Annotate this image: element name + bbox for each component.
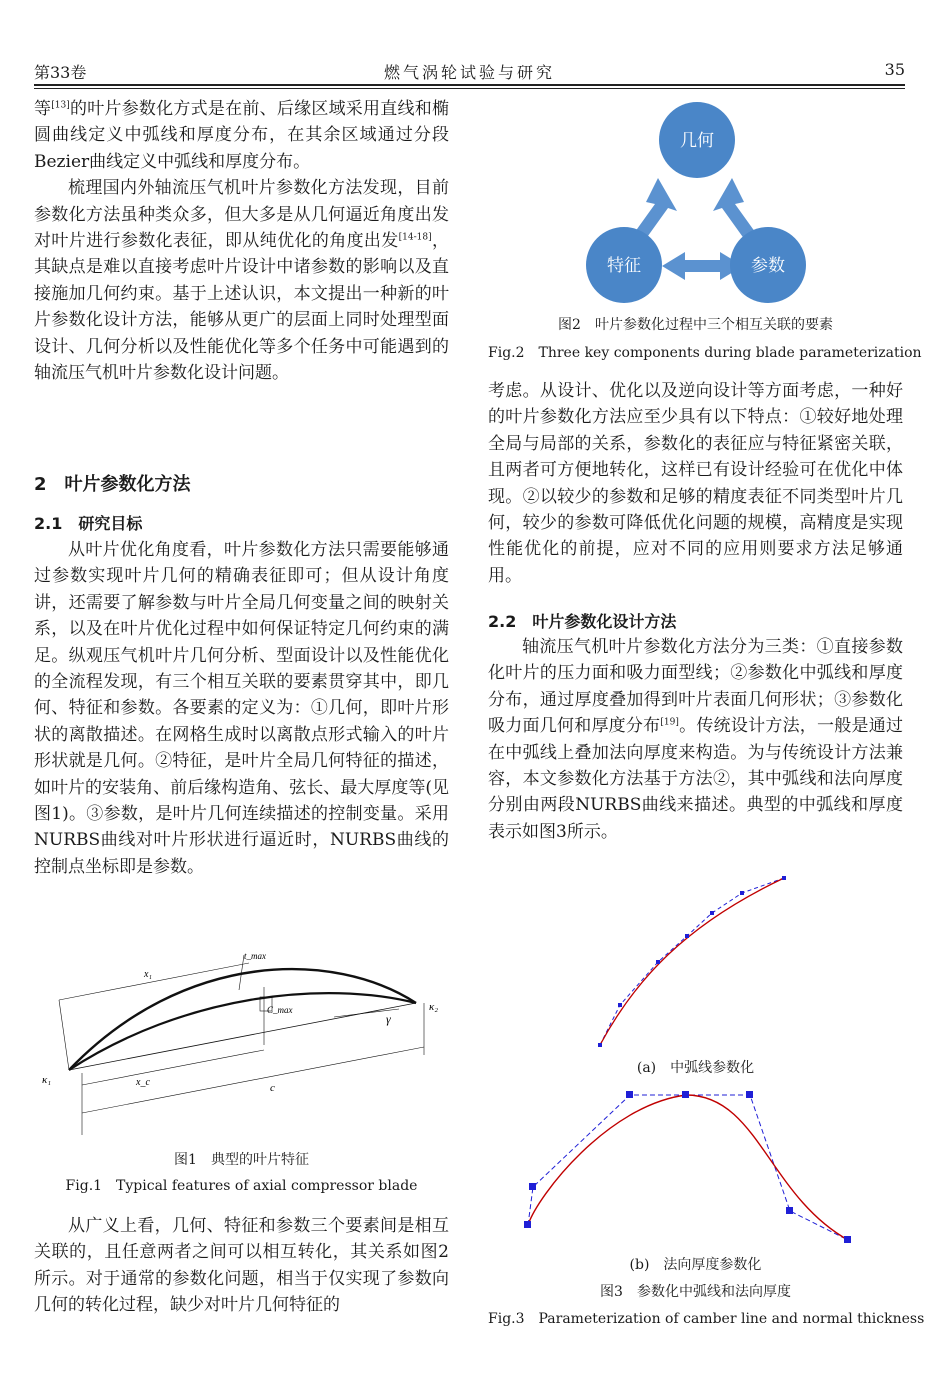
right-column-top xyxy=(488,378,903,589)
figure-1-caption-cn: 图1 典型的叶片特征 xyxy=(174,1152,309,1168)
running-header xyxy=(34,60,905,80)
subsection-heading-2-2: 2.2 叶片参数化设计方法 xyxy=(488,612,677,631)
paragraph-relations: 从广义上看，几何、特征和参数三个要素间是相互关联的，且任意两者之间可以相互转化，其关系如图2所示。对于通常的参数化问题，相当于仅实现了参数向几何的转化过程，缺少对叶片几何特征的 xyxy=(34,1216,449,1316)
thickness-curve xyxy=(528,1095,848,1240)
figure-2-element-relations xyxy=(560,100,830,310)
label-x1: x₁ xyxy=(144,969,152,980)
node-geometry-label: 几何 xyxy=(680,131,714,151)
figure-3-caption-en: Fig.3 Parameterization of camber line and normal thickness xyxy=(488,1311,925,1327)
label-chord: c xyxy=(270,1082,275,1094)
paragraph-objective: 从叶片优化角度看，叶片参数化方法只需要能够通过参数实现叶片几何的精确表征即可；但从设计角度讲，还需要了解参数与叶片全局几何变量之间的映射关系，以及在叶片优化过程中如何保证特定几何约束的满足。纵观压气机叶片几何分析、型面设计以及性能优化的全流程发现，有三个相互关联的要素贯穿其中，即几何、特征和参数。各要素的定义为：①几何，即叶片形状的离散描述。在网格生成时以离散点形式输入的叶片形状就是几何。②特征，是叶片全局几何特征的描述，如叶片的安装角、前后缘构造角、弦长、最大厚度等(见图1)。③参数，是叶片几何连续描述的控制变量。采用NURBS曲线对叶片形状进行逼近时，NURBS曲线的控制点坐标即是参数。 xyxy=(34,540,449,877)
volume-label: 第33卷 xyxy=(34,63,87,82)
journal-title: 燃气涡轮试验与研究 xyxy=(383,63,555,82)
figure-3a-camber-line xyxy=(590,870,800,1050)
figure-3b-thickness xyxy=(518,1085,858,1250)
paragraph-continued: 等[13]的叶片参数化方式是在前、后缘区域采用直线和椭圆曲线定义中弧线和厚度分布，在其余区域通过分段Bezier曲线定义中弧线和厚度分布。 xyxy=(34,99,450,172)
label-kappa1: κ₁ xyxy=(42,1074,52,1086)
paragraph-methods: 轴流压气机叶片参数化方法分为三类：①直接参数化叶片的压力面和吸力面型线；②参数化中弧线和厚度分布，通过厚度叠加得到叶片表面几何形状；③参数化吸力面几何和厚度分布[19]。传统设计方法，一般是通过在中弧线上叠加法向厚度来构造。为与传统设计方法兼容，本文参数化方法基于方法②，其中弧线和法向厚度分别由两段NURBS曲线来描述。典型的中弧线和厚度表示如图3所示。 xyxy=(488,637,904,842)
right-column-mid xyxy=(488,634,903,845)
left-column-bottom xyxy=(34,1213,449,1319)
label-kappa2: κ₂ xyxy=(429,1001,439,1013)
figure-2-caption-cn: 图2 叶片参数化过程中三个相互关联的要素 xyxy=(558,317,833,333)
figure-3a-caption: (a) 中弧线参数化 xyxy=(636,1060,755,1076)
figure-1-caption-en: Fig.1 Typical features of axial compressor blade xyxy=(65,1178,418,1194)
figure-3-caption-cn: 图3 参数化中弧线和法向厚度 xyxy=(600,1284,791,1300)
label-cmax: C_max xyxy=(267,1005,293,1015)
header-rule-thick xyxy=(34,84,905,86)
node-feature-label: 特征 xyxy=(607,256,641,276)
figure-3b-caption: (b) 法向厚度参数化 xyxy=(629,1257,762,1273)
paragraph-features: 考虑。从设计、优化以及逆向设计等方面考虑，一种好的叶片参数化方法应至少具有以下特点：①较好地处理全局与局部的关系，参数化的表征应与特征紧密关联，且两者可方便地转化，这样已有设计经验可在优化中体现。②以较少的参数和足够的精度表征不同类型叶片几何，较少的参数可降低优化问题的规模，高精度是实现性能优化的前提，应对不同的应用则要求方法足够通用。 xyxy=(488,381,903,586)
header-rule-thin xyxy=(34,88,905,89)
figure-2-caption-en: Fig.2 Three key components during blade parameterization xyxy=(488,345,922,361)
left-column-top xyxy=(34,96,449,386)
left-column-mid xyxy=(34,537,449,880)
citation: [19] xyxy=(660,717,679,728)
blade-suction-surface xyxy=(69,969,416,1070)
citation: [13] xyxy=(51,100,70,111)
page-number: 35 xyxy=(884,60,905,79)
camber-control-polygon xyxy=(600,878,784,1045)
citation: [14-18] xyxy=(398,232,432,243)
label-xc: x_c xyxy=(136,1077,150,1088)
label-tmax: t_max xyxy=(244,951,266,961)
node-parameter-label: 参数 xyxy=(751,256,785,276)
label-gamma: γ xyxy=(386,1012,391,1026)
subsection-heading-2-1: 2.1 研究目标 xyxy=(34,514,143,533)
section-heading-2: 2 叶片参数化方法 xyxy=(34,474,191,495)
camber-curve xyxy=(600,878,784,1045)
figure-1-blade-features xyxy=(34,945,454,1140)
paragraph-review: 梳理国内外轴流压气机叶片参数化方法发现，目前参数化方法虽种类众多，但大多是从几何逼近角度出发对叶片进行参数化表征，即从纯优化的角度出发[14-18]，其缺点是难以直接考虑叶片设计中诸参数的影响以及直接施加几何约束。基于上述认识，本文提出一种新的叶片参数化设计方法，能够从更广的层面上同时处理型面设计、几何分析以及性能优化等多个任务中可能遇到的轴流压气机叶片参数化设计问题。 xyxy=(34,178,450,384)
thickness-control-polygon xyxy=(528,1095,848,1240)
